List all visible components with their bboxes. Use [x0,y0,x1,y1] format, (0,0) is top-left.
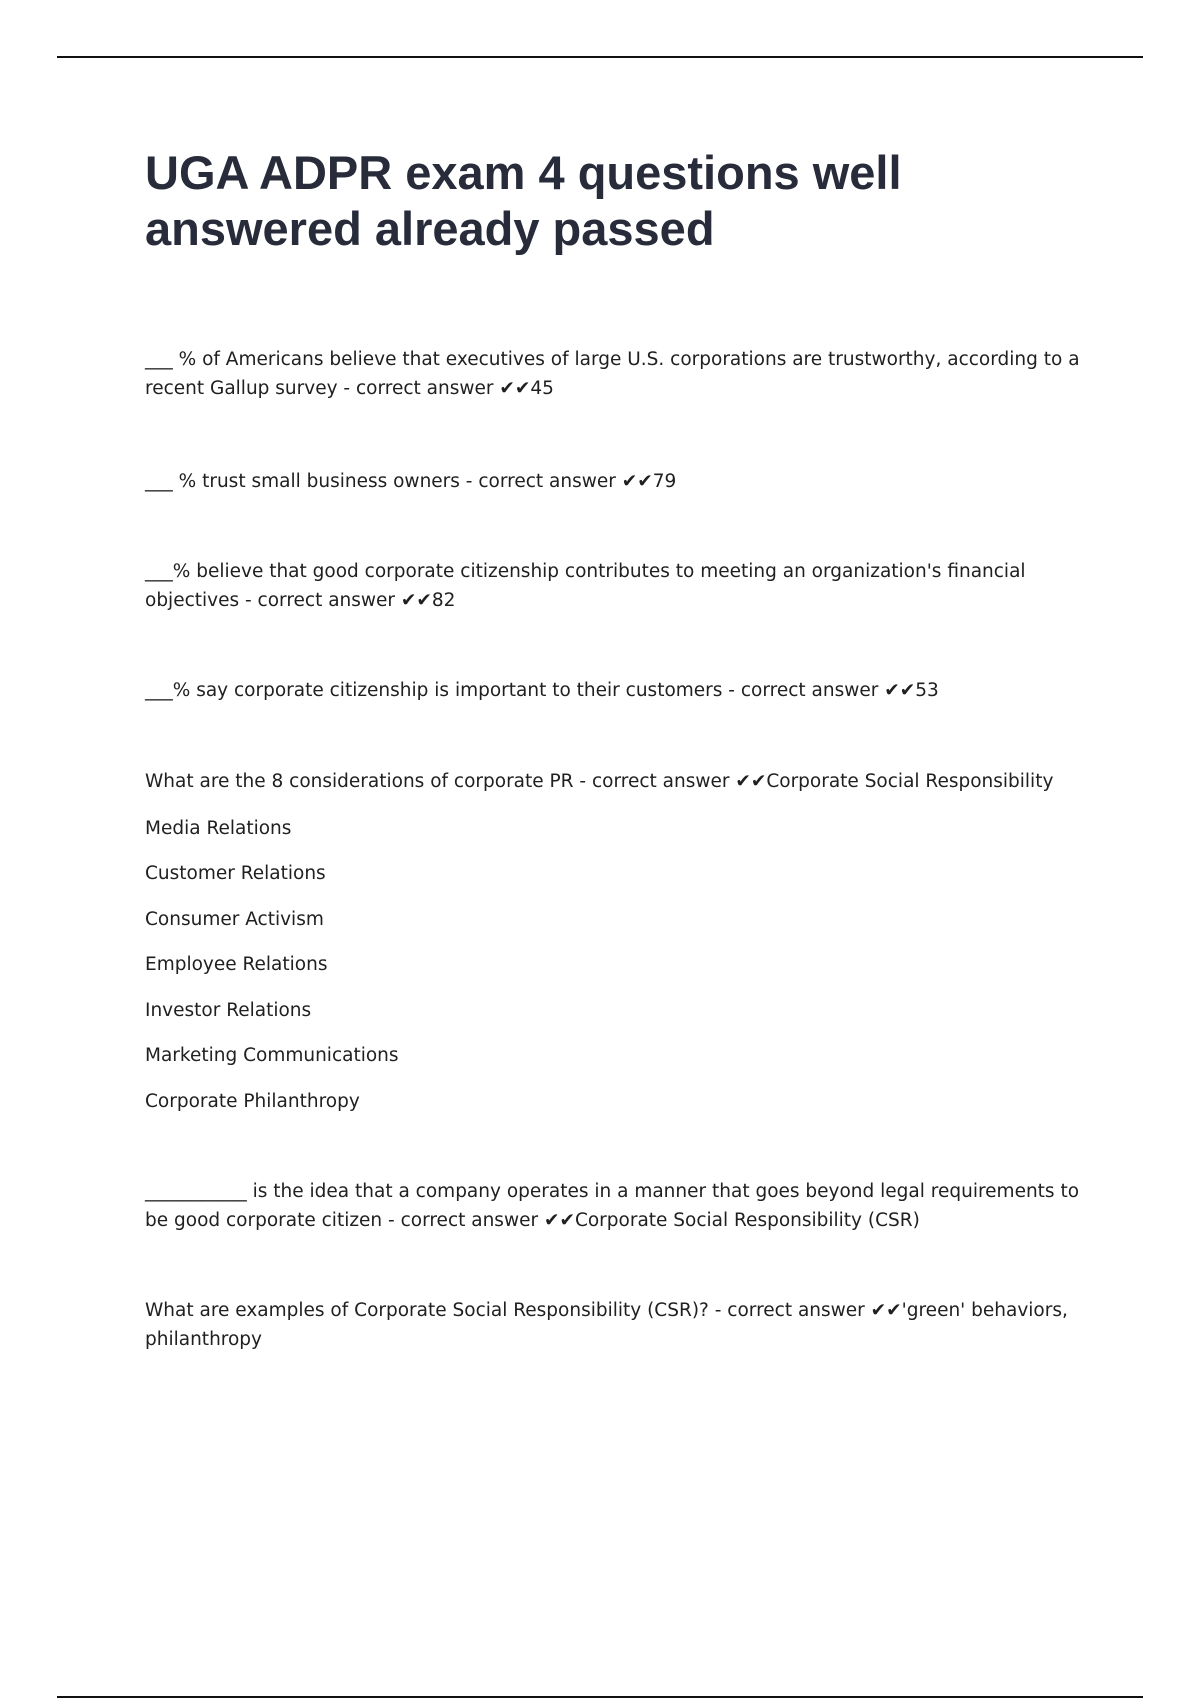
qa-item-4: ___% say corporate citizenship is important to their customers - correct answer ✔✔53 [145,680,939,701]
footer-rule [57,1696,1143,1698]
qa-item-3: ___% believe that good corporate citizenship contributes to meeting an organization's financial objectives - correct answer ✔✔82 [145,561,1026,611]
header-rule [57,56,1143,58]
consideration-item: Media Relations [145,818,292,839]
consideration-item: Marketing Communications [145,1045,399,1066]
consideration-item: Investor Relations [145,1000,312,1021]
qa-item-2: ___ % trust small business owners - correct answer ✔✔79 [145,471,677,492]
document-title: UGA ADPR exam 4 questions well answered already passed [145,146,902,255]
qa-item-7: What are examples of Corporate Social Responsibility (CSR)? - correct answer ✔✔'green' behaviors, philanthropy [145,1300,1068,1350]
consideration-item: Corporate Philanthropy [145,1091,360,1112]
qa-item-5: What are the 8 considerations of corporate PR - correct answer ✔✔Corporate Social Responsibility [145,771,1054,792]
consideration-item: Customer Relations [145,863,326,884]
qa-item-6: ___________ is the idea that a company operates in a manner that goes beyond legal requirements to be good corporate citizen - correct answer ✔✔Corporate Social Responsibility (CSR) [145,1181,1080,1231]
qa-item-1: ___ % of Americans believe that executives of large U.S. corporations are trustworthy, according to a recent Gallup survey - correct answer ✔✔45 [145,349,1080,399]
consideration-item: Employee Relations [145,954,328,975]
consideration-item: Consumer Activism [145,909,324,930]
